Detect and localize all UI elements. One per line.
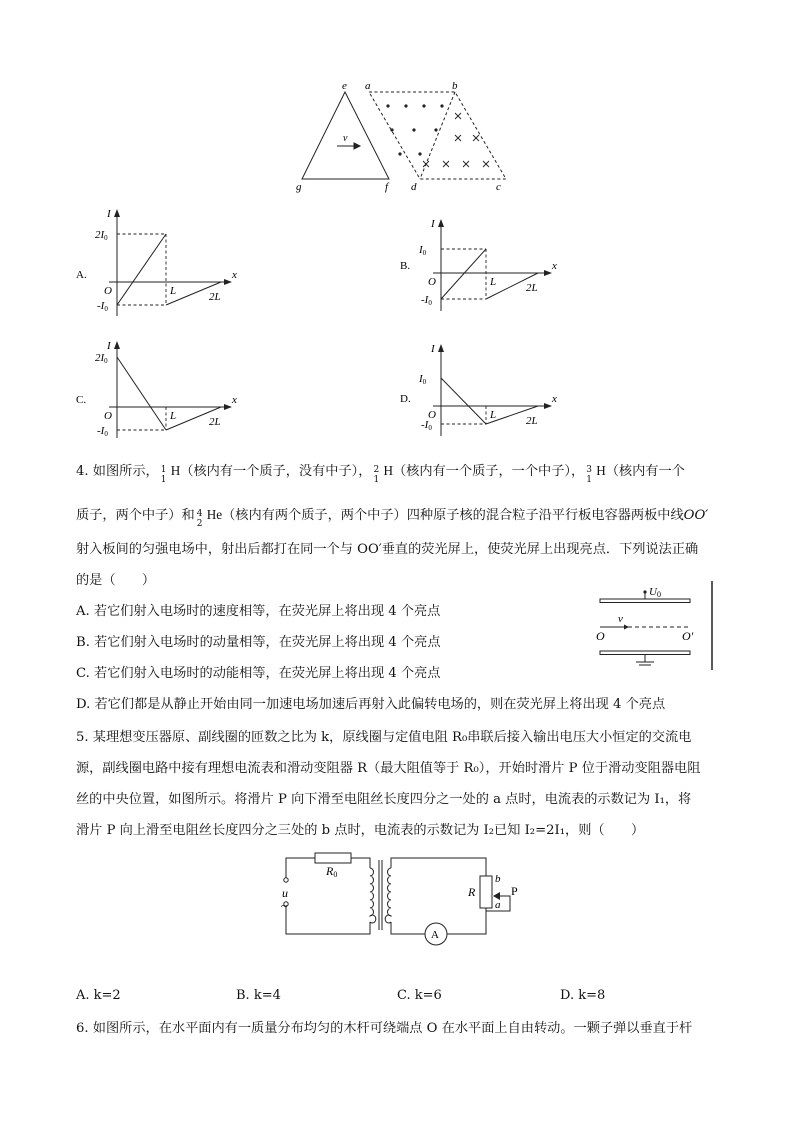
- o-prime-label: O′: [682, 629, 694, 643]
- current-segment-1: [117, 357, 166, 430]
- primary-coil: [370, 868, 376, 923]
- x-tick-l: L: [170, 285, 177, 297]
- q4-option-d[interactable]: D. 若它们都是从静止开始由同一加速电场加速后再射入此偏转电场的，则在荧光屏上将出现 4 个亮点: [76, 697, 666, 712]
- x-tick-2l: 2L: [526, 282, 538, 294]
- x-axis-arrow: [544, 403, 552, 409]
- field-dot: [390, 128, 393, 131]
- q4-option-a[interactable]: A. 若它们射入电场时的速度相等，在荧光屏上将出现 4 个亮点: [76, 604, 441, 619]
- q5-line-3: 丝的中央位置，如图所示。将滑片 P 向下滑至电阻丝长度四分之一处的 a 点时，电流表的示数记为 I₁，将: [76, 792, 692, 807]
- label-a: a: [365, 80, 371, 92]
- resistor-r0: [315, 853, 351, 863]
- label-e: e: [342, 80, 347, 92]
- x-axis-label: x: [552, 260, 557, 272]
- r0-label: R0: [326, 864, 338, 879]
- y-axis-arrow: [114, 341, 120, 349]
- y-axis-label: I: [431, 218, 435, 230]
- origin-label: O: [104, 410, 112, 422]
- y-axis-label: I: [431, 343, 435, 355]
- q5-line-2: 源，副线圈电路中接有理想电流表和滑动变阻器 R（最大阻值等于 R₀），开始时滑片 P 位于滑动变阻器电阻: [76, 761, 701, 776]
- q5-option-a[interactable]: A. k=2: [76, 988, 121, 1003]
- current-segment-1: [441, 249, 486, 299]
- y-neg-tick-label: -I0: [421, 294, 432, 307]
- option-a-graph[interactable]: [60, 205, 260, 320]
- x-axis-label: x: [552, 393, 557, 405]
- option-letter: A.: [76, 269, 87, 281]
- y-neg-tick-label: -I0: [97, 425, 108, 438]
- field-cross: [483, 161, 489, 167]
- q5-line-1: 5. 某理想变压器原、副线圈的匝数之比为 k，原线圈与定值电阻 R₀串联后接入输出电压大小恒定的交流电: [76, 730, 692, 745]
- field-dot: [440, 104, 443, 107]
- option-b-graph[interactable]: [384, 215, 584, 315]
- x-tick-l: L: [490, 409, 497, 421]
- field-cross: [455, 113, 461, 119]
- y-neg-tick-label: -I0: [97, 300, 108, 313]
- q5-option-b[interactable]: B. k=4: [236, 988, 281, 1003]
- q4-line-3: 射入板间的匀强电场中，射出后都打在同一个与 OO′垂直的荧光屏上，使荧光屏上出现亮点．下列说法正确: [76, 542, 699, 557]
- a-label: a: [495, 899, 501, 911]
- y-top-tick-label: 2I0: [95, 229, 108, 242]
- v-label: v: [618, 613, 623, 625]
- field-dot: [434, 128, 437, 131]
- label-f: f: [385, 181, 389, 193]
- origin-label: O: [104, 285, 112, 297]
- transformer-circuit: [270, 842, 530, 952]
- field-dot: [422, 104, 425, 107]
- x-tick-2l: 2L: [209, 291, 221, 303]
- option-d-graph[interactable]: [384, 340, 584, 440]
- b-label: b: [495, 873, 501, 885]
- y-top-tick-label: I0: [419, 244, 427, 257]
- origin-label: O: [428, 409, 436, 421]
- current-segment-1: [117, 234, 166, 305]
- o-label: O: [596, 629, 605, 643]
- u0-label: U0: [649, 586, 661, 599]
- q5-line-4: 滑片 P 向上滑至电阻丝长度四分之三处的 b 点时，电流表的示数记为 I₂已知 I₂=2I₁，则（ ）: [76, 823, 645, 838]
- x-axis-arrow: [544, 270, 552, 276]
- r-label: R: [468, 885, 476, 899]
- y-top-tick-label: 2I0: [95, 352, 108, 365]
- capacitor-figure: [590, 578, 720, 673]
- option-letter: D.: [400, 393, 411, 405]
- x-axis-arrow: [224, 404, 232, 410]
- field-cross: [455, 135, 461, 141]
- field-dot: [418, 152, 421, 155]
- rheostat-r: [480, 876, 492, 908]
- q6-line-1: 6. 如图所示，在水平面内有一质量分布均匀的木杆可绕端点 O 在水平面上自由转动。一颗子弹以垂直于杆: [76, 1021, 693, 1036]
- option-letter: B.: [400, 260, 411, 272]
- y-top-tick-label: I0: [419, 373, 427, 386]
- y-axis-arrow: [438, 344, 444, 352]
- field-dot: [386, 104, 389, 107]
- q5-option-d[interactable]: D. k=8: [560, 988, 606, 1003]
- label-b: b: [452, 80, 458, 92]
- q4-option-c[interactable]: C. 若它们射入电场时的动能相等，在荧光屏上将出现 4 个亮点: [76, 666, 441, 681]
- field-cross: [443, 161, 449, 167]
- field-dot: [412, 128, 415, 131]
- q4-option-b[interactable]: B. 若它们射入电场时的动量相等，在荧光屏上将出现 4 个亮点: [76, 635, 441, 650]
- field-in-crosses: [423, 113, 489, 167]
- label-d: d: [411, 181, 417, 193]
- upper-plate: [600, 599, 690, 603]
- label-c: c: [496, 181, 501, 193]
- origin-label: O: [428, 276, 436, 288]
- ac-symbol: ~: [281, 899, 288, 913]
- field-dot: [404, 104, 407, 107]
- loop-and-field-figure: [290, 78, 510, 198]
- field-dot: [398, 152, 401, 155]
- x-tick-l: L: [170, 410, 177, 422]
- field-cross: [473, 135, 479, 141]
- y-axis-label: I: [107, 340, 111, 352]
- y-neg-tick-label: -I0: [421, 419, 432, 432]
- y-axis-arrow: [438, 219, 444, 227]
- p-label: P: [511, 884, 518, 898]
- x-tick-2l: 2L: [526, 415, 538, 427]
- q4-line-2: 质子，两个中子）和 4 2 He（核内有两个质子，两个中子）四种原子核的混合粒子沿平行板电容器两板中线OO′: [76, 507, 709, 529]
- field-out-dots: [386, 104, 443, 155]
- q4-line-4: 的是（ ）: [76, 573, 156, 588]
- y-axis-label: I: [107, 208, 111, 220]
- u-label: u: [282, 886, 288, 900]
- secondary-coil: [385, 868, 391, 923]
- x-tick-l: L: [490, 276, 497, 288]
- option-letter: C.: [76, 394, 87, 406]
- x-axis-label: x: [232, 269, 237, 281]
- option-c-graph[interactable]: [60, 337, 260, 442]
- q4-line-1: 4. 如图所示， 1 1 H（核内有一个质子，没有中子）， 2 1 H（核内有一个质子，一个中子）， 3 1 H（核内有一个: [76, 463, 685, 485]
- field-cross: [423, 161, 429, 167]
- current-segment-1: [441, 378, 486, 424]
- label-v: v: [343, 133, 348, 144]
- lower-plate: [600, 651, 690, 655]
- y-axis-arrow: [114, 209, 120, 217]
- q5-option-c[interactable]: C. k=6: [397, 988, 442, 1003]
- x-axis-label: x: [232, 394, 237, 406]
- x-tick-2l: 2L: [209, 416, 221, 428]
- label-g: g: [296, 181, 302, 193]
- ammeter-label: A: [431, 929, 439, 941]
- x-axis-arrow: [224, 279, 232, 285]
- field-cross: [463, 161, 469, 167]
